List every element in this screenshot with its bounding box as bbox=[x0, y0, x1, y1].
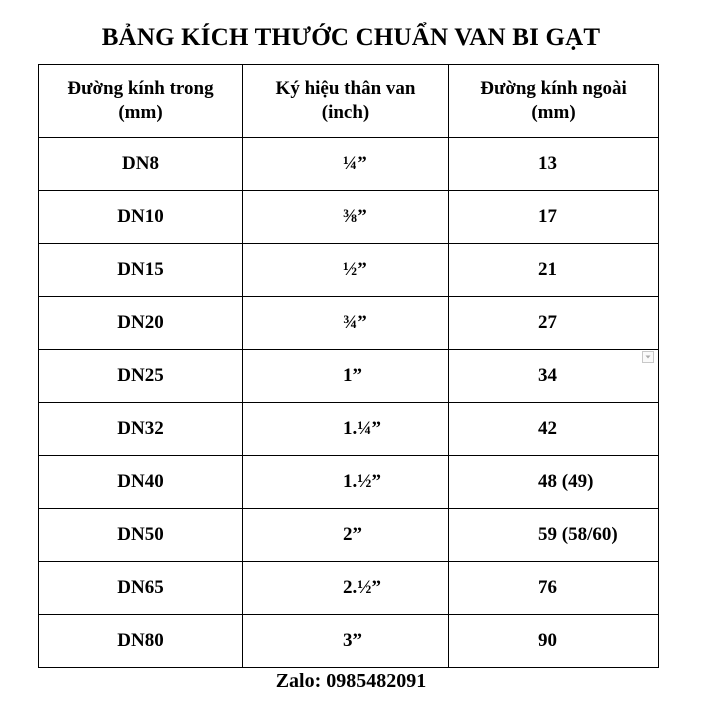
cell-outer-diameter: 34 bbox=[449, 350, 659, 403]
table-row bbox=[39, 562, 659, 615]
cell-outer-diameter: 48 (49) bbox=[449, 456, 659, 509]
table-row bbox=[39, 615, 659, 668]
cell-outer-diameter: 27 bbox=[449, 297, 659, 350]
cell-dn: DN25 bbox=[39, 350, 243, 403]
header-line: Đường kính trong bbox=[67, 78, 214, 99]
table-row bbox=[39, 244, 659, 297]
cell-dn: DN20 bbox=[39, 297, 243, 350]
cell-inch: 3” bbox=[243, 615, 449, 668]
table-row bbox=[39, 297, 659, 350]
page-title: BẢNG KÍCH THƯỚC CHUẨN VAN BI GẠT bbox=[101, 24, 601, 51]
table-row bbox=[39, 456, 659, 509]
cell-outer-diameter: 21 bbox=[449, 244, 659, 297]
table-header-row bbox=[39, 65, 659, 138]
cell-outer-diameter: 17 bbox=[449, 191, 659, 244]
header-line: Đường kính ngoài bbox=[480, 78, 627, 99]
cell-outer-diameter: 76 bbox=[449, 562, 659, 615]
cell-outer-diameter: 42 bbox=[449, 403, 659, 456]
table-row bbox=[39, 138, 659, 191]
table-row bbox=[39, 350, 659, 403]
header-unit: (mm) bbox=[531, 102, 576, 123]
cell-inch: 1” bbox=[243, 350, 449, 403]
cell-inch: ½” bbox=[243, 244, 449, 297]
cell-dn: DN40 bbox=[39, 456, 243, 509]
cell-inch: 1.½” bbox=[243, 456, 449, 509]
cell-dn: DN80 bbox=[39, 615, 243, 668]
cell-inch: ¾” bbox=[243, 297, 449, 350]
cell-outer-diameter: 90 bbox=[449, 615, 659, 668]
table-row bbox=[39, 403, 659, 456]
cell-dn: DN32 bbox=[39, 403, 243, 456]
header-unit: (inch) bbox=[321, 102, 370, 123]
cell-inch: 2.½” bbox=[243, 562, 449, 615]
dropdown-arrow-icon[interactable] bbox=[642, 351, 654, 363]
table-row bbox=[39, 191, 659, 244]
cell-dn: DN65 bbox=[39, 562, 243, 615]
header-inner-diameter bbox=[39, 65, 243, 138]
cell-inch: ¼” bbox=[243, 138, 449, 191]
cell-dn: DN10 bbox=[39, 191, 243, 244]
size-table bbox=[38, 64, 659, 668]
cell-dn: DN15 bbox=[39, 244, 243, 297]
table-row bbox=[39, 509, 659, 562]
cell-inch: ⅜” bbox=[243, 191, 449, 244]
cell-dn: DN50 bbox=[39, 509, 243, 562]
header-line: Ký hiệu thân van bbox=[275, 78, 416, 99]
cell-outer-diameter: 13 bbox=[449, 138, 659, 191]
header-unit: (mm) bbox=[118, 102, 163, 123]
cell-dn: DN8 bbox=[39, 138, 243, 191]
cell-inch: 2” bbox=[243, 509, 449, 562]
contact-footer: Zalo: 0985482091 bbox=[275, 670, 427, 692]
cell-outer-diameter: 59 (58/60) bbox=[449, 509, 659, 562]
header-outer-diameter bbox=[449, 65, 659, 138]
cell-inch: 1.¼” bbox=[243, 403, 449, 456]
header-valve-symbol bbox=[243, 65, 449, 138]
